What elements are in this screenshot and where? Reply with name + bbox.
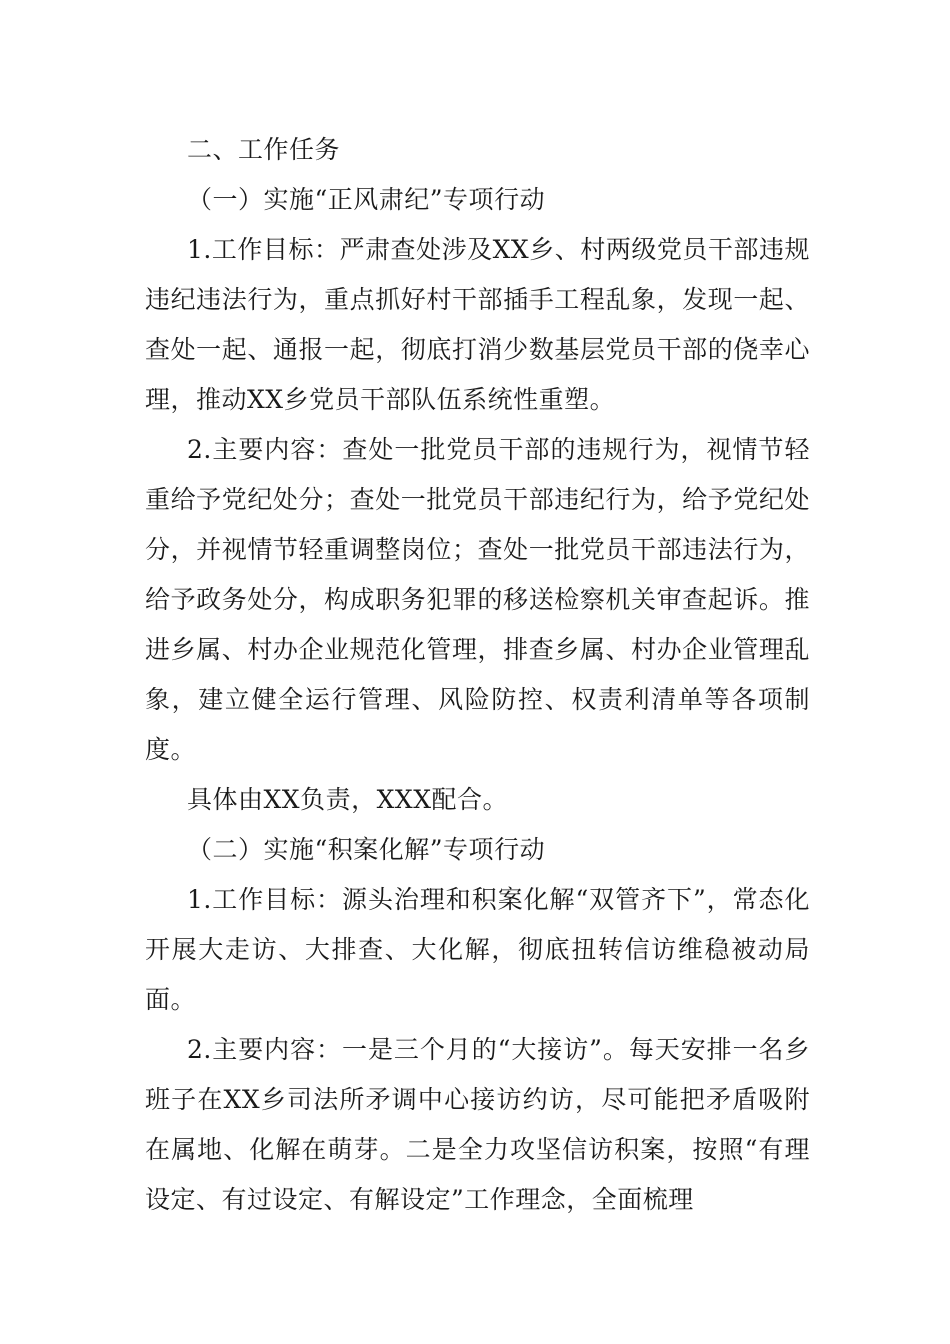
section-heading: 二、工作任务 [187, 135, 341, 164]
part1-responsibility-paragraph: 具体由XX负责，XXX配合。 [187, 785, 508, 814]
part1-goal-paragraph: 1.工作目标：严肃查处涉及XX乡、村两级党员干部违规违纪违法行为，重点抓好村干部插手工程乱象，发现一起、查处一起、通报一起，彻底打消少数基层党员干部的侥幸心理，推动XX乡党员干部队伍系统性重塑。 [145, 235, 810, 414]
part2-heading: （二）实施“积案化解”专项行动 [187, 835, 546, 864]
part2-content-paragraph: 2.主要内容：一是三个月的“大接访”。每天安排一名乡班子在XX乡司法所矛调中心接访约访，尽可能把矛盾吸附在属地、化解在萌芽。二是全力攻坚信访积案，按照“有理设定、有过设定、有解设定”工作理念，全面梳理 [145, 1035, 810, 1214]
part1-heading: （一）实施“正风肃纪”专项行动 [187, 185, 546, 214]
document-body [145, 125, 810, 1225]
part1-content-paragraph: 2.主要内容：查处一批党员干部的违规行为，视情节轻重给予党纪处分；查处一批党员干部违纪行为，给予党纪处分，并视情节轻重调整岗位；查处一批党员干部违法行为，给予政务处分，构成职务犯罪的移送检察机关审查起诉。推进乡属、村办企业规范化管理，排查乡属、村办企业管理乱象，建立健全运行管理、风险防控、权责利清单等各项制度。 [145, 435, 810, 764]
part2-goal-paragraph: 1.工作目标：源头治理和积案化解“双管齐下”，常态化开展大走访、大排查、大化解，彻底扭转信访维稳被动局面。 [145, 885, 810, 1014]
